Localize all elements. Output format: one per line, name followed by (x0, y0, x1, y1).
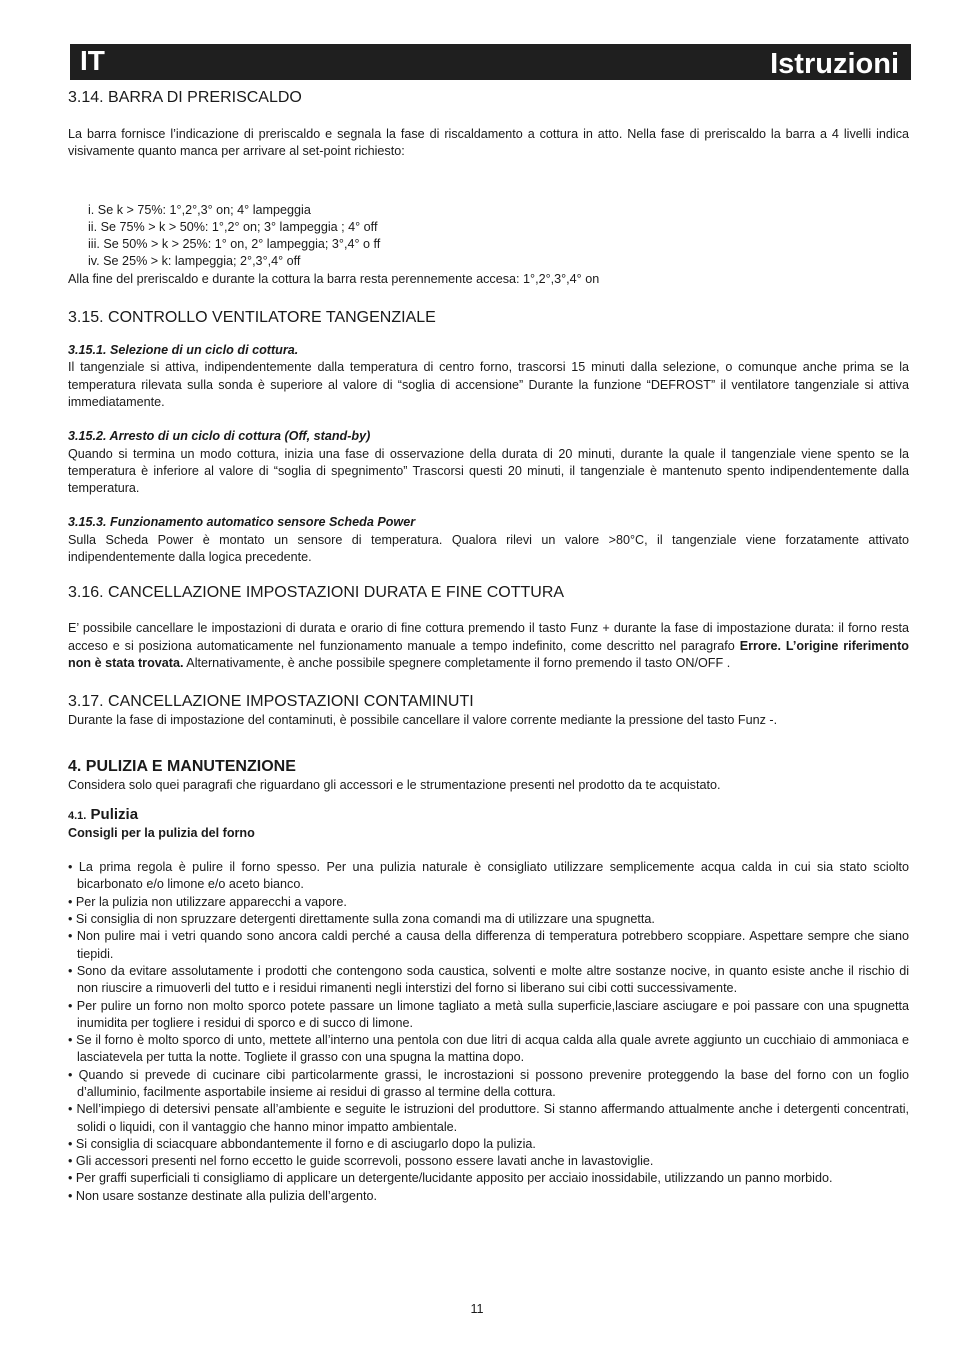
section-3-15-2-title: 3.15.2. Arresto di un ciclo di cottura (Off, stand-by) (68, 429, 371, 444)
page-number: 11 (470, 1302, 484, 1316)
section-3-14-intro: La barra fornisce l’indicazione di preriscaldo e segnala la fase di riscaldamento a cottura in atto. Nella fase di preriscaldo la barra a 4 livelli indica visivamente quanto manca per arrivare al set-point richiesto: (68, 127, 909, 159)
cleaning-tips-caption: Consigli per la pulizia del forno (68, 825, 255, 840)
section-3-17-text: Durante la fase di impostazione del contaminuti, è possibile cancellare il valore corrente mediante la pressione del tasto Funz -. (68, 713, 778, 728)
section-3-16-heading: 3.16. CANCELLAZIONE IMPOSTAZIONI DURATA E FINE COTTURA (68, 584, 565, 602)
list-item: • Gli accessori presenti nel forno eccetto le guide scorrevoli, possono essere lavati anche in lavastoviglie. (68, 1154, 654, 1169)
list-item: • La prima regola è pulire il forno spesso. Per una pulizia naturale è consigliato utilizzare semplicemente acqua calda in cui sia stato sciolto bicarbonato e/o limone e/o aceto bianco. (68, 860, 909, 892)
list-item: • Se il forno è molto sporco di unto, mettete all’interno una pentola con due litri di acqua calda alla quale avrete aggiunto un cucchiaio di ammoniaca e lasciatevela per tutta la notte. Togliete il grasso con una spugna la mattina dopo. (68, 1033, 909, 1065)
list-item: • Sono da evitare assolutamente i prodotti che contengono soda caustica, solventi e molte altre sostanze nocive, in quanto esiste anche il rischio di non riuscire a rimuoverli del tutto e i residui rimanenti negli interstizi del forno si liberano sui cibi cotti successivamente. (68, 963, 909, 996)
list-item: • Si consiglia di non spruzzare detergenti direttamente sulla zona comandi ma di utilizzare una spugnetta. (68, 912, 655, 927)
list-item: • Per graffi superficiali ti consigliamo di applicare un detergente/lucidante apposito per acciaio inossidabile, utilizzando un panno morbido. (68, 1171, 833, 1186)
language-code: IT (80, 45, 105, 76)
cleaning-tips-list (68, 859, 909, 1205)
section-4-1-number: 4.1. (68, 809, 87, 822)
section-3-15-1-title: 3.15.1. Selezione di un ciclo di cottura. (68, 343, 299, 358)
section-3-16-text-b: Alternativamente, è anche possibile spegnere completamente il forno premendo il tasto ON/OFF . (183, 655, 731, 670)
section-3-17-heading: 3.17. CANCELLAZIONE IMPOSTAZIONI CONTAMINUTI (68, 693, 474, 711)
list-item: • Non usare sostanze destinate alla pulizia dell’argento. (68, 1188, 377, 1203)
header-title: Istruzioni (770, 48, 899, 80)
reference-error-text: Errore. L’origine riferimento non è stata trovata. (68, 638, 909, 670)
list-item: i. Se k > 75%: 1°,2°,3° on; 4° lampeggia (88, 202, 311, 217)
section-4-heading: 4. PULIZIA E MANUTENZIONE (68, 757, 296, 775)
list-item: • Quando si prevede di cucinare cibi particolarmente grassi, le incrostazioni si possono prevenire proteggendo la base del forno con un foglio d’alluminio, facilmente asportabile insieme ai residui di grasso al termine della cottura. (68, 1067, 909, 1099)
list-item: • Non pulire mai i vetri quando sono ancora caldi perché a causa della differenza di temperatura potrebbero scoppiare. Aspettare sempre che siano tiepidi. (68, 929, 909, 961)
list-item: • Si consiglia di sciacquare abbondantemente il forno e di asciugarlo dopo la pulizia. (68, 1136, 536, 1151)
list-item: • Per la pulizia non utilizzare apparecchi a vapore. (68, 894, 347, 909)
section-3-14-heading: 3.14. BARRA DI PRERISCALDO (68, 89, 302, 106)
list-item: • Nell’impiego di detersivi pensate all’ambiente e seguite le istruzioni del produttore. Si stanno affermando attualmente anche i detergenti concentrati, solidi o liquidi, con il vantaggio che hanno minor impatto ambientale. (68, 1102, 909, 1134)
section-3-15-2-text: Quando si termina un modo cottura, inizia una fase di osservazione della durata di 20 minuti, durante la quale il tangenziale viene spento se la temperatura è inferiore al valore di “soglia di spegnimento” Trascorsi questi 20 minuti, il tangenziale è mantenuto spento indipendentemente dalla temperatura. (68, 446, 909, 496)
section-3-15-3-text: Sulla Scheda Power è montato un sensore di temperatura. Qualora rilevi un valore >80°C, il tangenziale viene forzatamente attivato indipendentemente dalla logica precedente. (68, 532, 909, 565)
list-item: iii. Se 50% > k > 25%: 1° on, 2° lampeggia; 3°,4° o ff (88, 237, 381, 252)
section-4-1-title: Pulizia (90, 805, 139, 823)
section-3-16-text-a: E’ possibile cancellare le impostazioni di durata e orario di fine cottura premendo il tasto Funz + durante la fase di impostazione durata: il forno resta acceso e si posiziona automaticamente nel funzionamento manuale a tempo indefinito, come descritto nel paragrafo (68, 621, 909, 653)
list-item: • Per pulire un forno non molto sporco potete passare un limone tagliato a metà sulla superficie,lasciare asciugare e poi passare con una spugnetta inumidita per togliere i residui di sporco e di succo di limone. (68, 998, 909, 1030)
preheat-level-list (68, 202, 909, 271)
page-header (70, 44, 911, 80)
section-3-15-1-text: Il tangenziale si attiva, indipendentemente dalla temperatura di centro forno, trascorsi 15 minuti dalla selezione, o comunque anche prima se la temperatura rilevata sulla sonda è superiore al valore di “soglia di accensione” Durante la funzione “DEFROST” il ventilatore tangenziale si attiva immediatamente. (68, 360, 909, 409)
section-4-1-heading (68, 806, 909, 825)
list-item: iv. Se 25% > k: lampeggia; 2°,3°,4° off (88, 254, 301, 269)
section-3-14-outro: Alla fine del preriscaldo e durante la cottura la barra resta perennemente accesa: 1°,2°,3°,4° on (68, 271, 600, 286)
section-4-text: Considera solo quei paragrafi che riguardano gli accessori e le strumentazione presenti nel prodotto da te acquistato. (68, 777, 721, 792)
section-3-16-text (68, 620, 909, 672)
section-3-15-heading: 3.15. CONTROLLO VENTILATORE TANGENZIALE (68, 309, 436, 327)
list-item: ii. Se 75% > k > 50%: 1°,2° on; 3° lampeggia ; 4° off (88, 219, 378, 234)
section-3-15-3-title: 3.15.3. Funzionamento automatico sensore Scheda Power (68, 515, 416, 530)
page-content (68, 88, 909, 1205)
